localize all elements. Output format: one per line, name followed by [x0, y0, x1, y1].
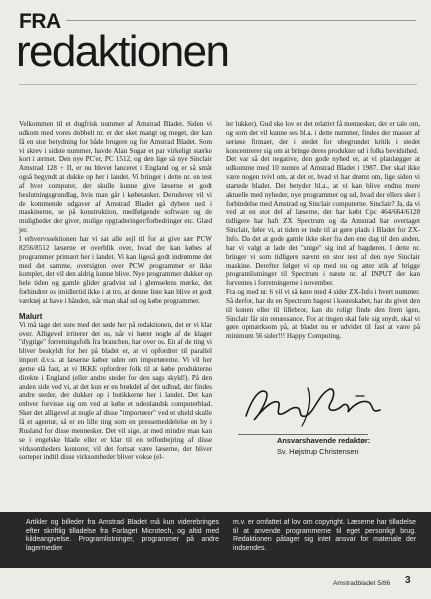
- page-title: redaktionen: [16, 27, 229, 76]
- article-right-column: [226, 120, 420, 392]
- article-paragraph: Vi må tage det sure med det søde her på redaktionen, det er vi klar over. Alligevel irriterer det os, når vi hører nogle af de klager "dygtige" forretningsfolk fra branchen, har over os. En af de ting vi bliver beskyldt for her på bladet er, at vi opfordrer til parallel import d.v.s. at læserne køber uden om importørerne. Vi vil her gerne slå fast, at vi IKKE opfordrer folk til at købe produkterne direkte i England (eller andre steder for den sags skyld!). På den anden side ved vi, at det kun er en brøkdel af det udbud, der findes andre steder, der dukker op i butikkerne her i landet. Det kan enhver forvisse sig om ved at købe et udenlandsk computerblad. Sker det alligevel at nogle af disse "importører" ved et uheld skulle få et agentur, så er en lille ting som en pressemeddelelse en by i Rusland for disse mennesker. Det vil sige, at med mindre man kan se i engelske blade eller er klar til en telfonbejring af disse virksomheders kontorer, vil det fortsat være læserne, der bliver sorteper indtil disse virksomheder bliver vokse (el-: [19, 320, 212, 462]
- copyright-text: m.v. er omfattet af lov om copyright. Læserne har tilladelse til at anvende programmerne til eget personligt brug. Redaktionen påtager sig intet ansvar for materiale der indsendes.: [233, 519, 416, 552]
- article-paragraph: Fra og med nr. 6 vil vi så køre med 4 sider ZX-Info i hvert nummer. Så derfor, har du en Spectrum bagest i kosteskabet, har du givet den til konen eller til lillebror, kan du roligt finde den frem igen, Sinclair får sin renæssance. For at tingen skal føle sig snydt, skal vi gøre opmærksom på, at bladet nu er udvidet til fast at være på minimum 56 sider!!! Happy Computing.: [226, 288, 420, 341]
- article-paragraph: Det var så det negative, den gode nyhed er, at vi planlægger at udkomme med 10 numre af Amstrad Bladet i 1987. Der skal ikke være nogen tvivl om, at det er, hvad vi har drømt om, lige siden vi startede bladet. Det betyder bl.a., at vi kan blive endnu mere aktuelle med nyheder, nye programmer og ud, hvad der ellers sker i forbindelse med Amstrad og Sinclair computerne. Sinclair? Ja, da vi ved at en stor del af læserne, der har købt Cpc 464/664/6128 tidligere har haft ZX Spectrum og da Amstrad har overtaget Sinclair, føler vi, at tiden er inde til at gøre plads i Bladet for ZX-Info. Da det at gode gamle ikke sker fra den ene dag til den anden, har vi valgt at lade det "snige" sig ind af bagdøren. I dette nr. bringer vi som tidligere nævnt en stor test af den nye Sinclair maskine. Derefter følger vi op med nu og atter stik af brigge programlistninger til Spectrum i næste nr. af INPUT der kan forventes i forretningerne i november.: [226, 155, 420, 288]
- publication-line: Amstradbladet 5/86: [333, 580, 391, 587]
- article-paragraph: Velkommen til et dugfrisk nummer af Amstrad Bladet. Siden vi udkom med vores dobbelt nr. er der sket mangt og meget, der kan få en stor betydning for både brugere og for Amstrad Bladet. Som vi skrev i sidste nummer, havde Alan Sugar et par virkeligt stærke kort i ærmet. Den nye PC'er, PC 1512, og den lige så nye Sinclair Amstrad 128 + II, er nu blevet lanceret i England og er så småt også begyndt at dukke op her i landet. Vi bringer i dette nr. en test af hver computer, der skulle kunne give læserne et godt beslutningsgrundlag, hvis man går i købetanker. Derudover vil vi de kommende udgaver af Amstrad Bladet gå dybere ned i maskinerne, se på konstruktion, medfølgende software og de muligheder der giver, mulige opgraderinger/forbedringer etc. Glæd jer.: [19, 120, 212, 235]
- editor-signature: [238, 376, 398, 432]
- signature-rule: [238, 434, 368, 435]
- page-number: 3: [405, 575, 411, 586]
- header-rule: [66, 20, 416, 21]
- article-paragraph: ler lukker). Gud ske lov er det relativt få mennesker, der er tale om, og som det vil kunne ses bl.a. i dette nummer, findes der masser af seriøse firmaer, der i stedet for ubegrundet kritik i stedet koncentrerer sig om at bringe deres produkter ud i folks bevidsthed.: [226, 120, 420, 155]
- section-kicker: FRA: [19, 10, 61, 33]
- copyright-text: Artikler og billeder fra Amstrad Bladet må kun viderebringes efter skriftlig tilladelse fra Forlaget Microtech, og altid med kildeangivelse. Programlistninger, programmer på andre lagermedier: [26, 519, 219, 552]
- article-subhead: Malurt: [19, 311, 43, 321]
- copyright-notice-left: [26, 519, 219, 553]
- editor-name: Sv. Højstrup Christensen: [277, 447, 359, 456]
- article-left-column: [19, 120, 212, 502]
- editor-title: Ansvarshavende redaktør:: [277, 436, 371, 445]
- article-paragraph: I erhvervssektionen har vi sat alle sejl til for at give sær PCW 8256/8512 læserne et overblik over, hvad der kan købes af programmer primært her i landet. Vi kan ligeså godt indrømme det med det samme, oversigten over PCW programmer er ikke komplet, det vil den aldrig kunne blive. Nye programmer dukker op hele tiden og gamle glider gradvist ud i glemselens mørke, det forhindrer os imidlertid ikke i at tro, at denne liste kan blive et godt værktøj at have i hånden, når man skal ud og købe programmer.: [19, 234, 212, 305]
- copyright-notice-right: [233, 519, 416, 553]
- header-bottom-rule: [19, 84, 417, 85]
